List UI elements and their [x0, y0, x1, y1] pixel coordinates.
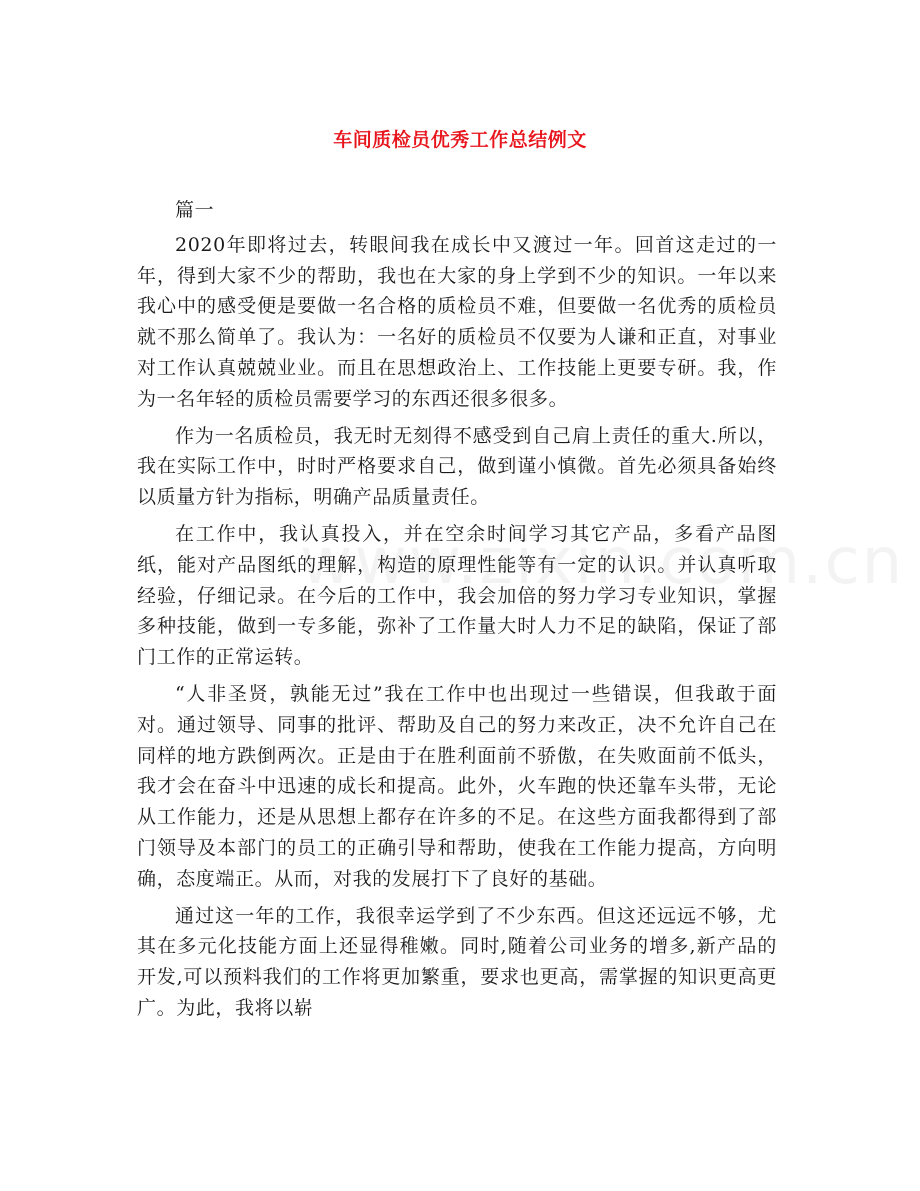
paragraph-5: 通过这一年的工作，我很幸运学到了不少东西。但这还远远不够，尤其在多元化技能方面上还显得稚嫩。同时,随着公司业务的增多,新产品的开发,可以预料我们的工作将更加繁重，要求也更高，需掌握的知识更高更广。为此，我将以崭	[137, 904, 777, 1019]
document-title: 车间质检员优秀工作总结例文	[333, 129, 587, 151]
paragraph-2: 作为一名质检员，我无时无刻得不感受到自己肩上责任的重大.所以，我在实际工作中，时时严格要求自己，做到谨小慎微。首先必须具备始终以质量方针为指标，明确产品质量责任。	[137, 424, 777, 509]
paragraph-1: 2020年即将过去，转眼间我在成长中又渡过一年。回首这走过的一年，得到大家不少的帮助，我也在大家的身上学到不少的知识。一年以来我心中的感受便是要做一名合格的质检员不难，但要做一名优秀的质检员就不那么简单了。我认为：一名好的质检员不仅要为人谦和正直，对事业对工作认真兢兢业业。而且在思想政治上、工作技能上更要专研。我，作为一名年轻的质检员需要学习的东西还很多很多。	[137, 233, 777, 410]
paragraph-4: “人非圣贤，孰能无过”我在工作中也出现过一些错误，但我敢于面对。通过领导、同事的批评、帮助及自己的努力来改正，决不允许自己在同样的地方跌倒两次。正是由于在胜利面前不骄傲，在失败面前不低头，我才会在奋斗中迅速的成长和提高。此外，火车跑的快还靠车头带，无论从工作能力，还是从思想上都存在许多的不足。在这些方面我都得到了部门领导及本部门的员工的正确引导和帮助，使我在工作能力提高，方向明确，态度端正。从而，对我的发展打下了良好的基础。	[137, 682, 777, 890]
section-label: 篇一	[175, 199, 215, 221]
document-body	[137, 195, 777, 1030]
paragraph-3: 在工作中，我认真投入，并在空余时间学习其它产品，多看产品图纸，能对产品图纸的理解，构造的原理性能等有一定的认识。并认真听取经验，仔细记录。在今后的工作中，我会加倍的努力学习专业知识，掌握多种技能，做到一专多能，弥补了工作量大时人力不足的缺陷，保证了部门工作的正常运转。	[137, 522, 777, 669]
